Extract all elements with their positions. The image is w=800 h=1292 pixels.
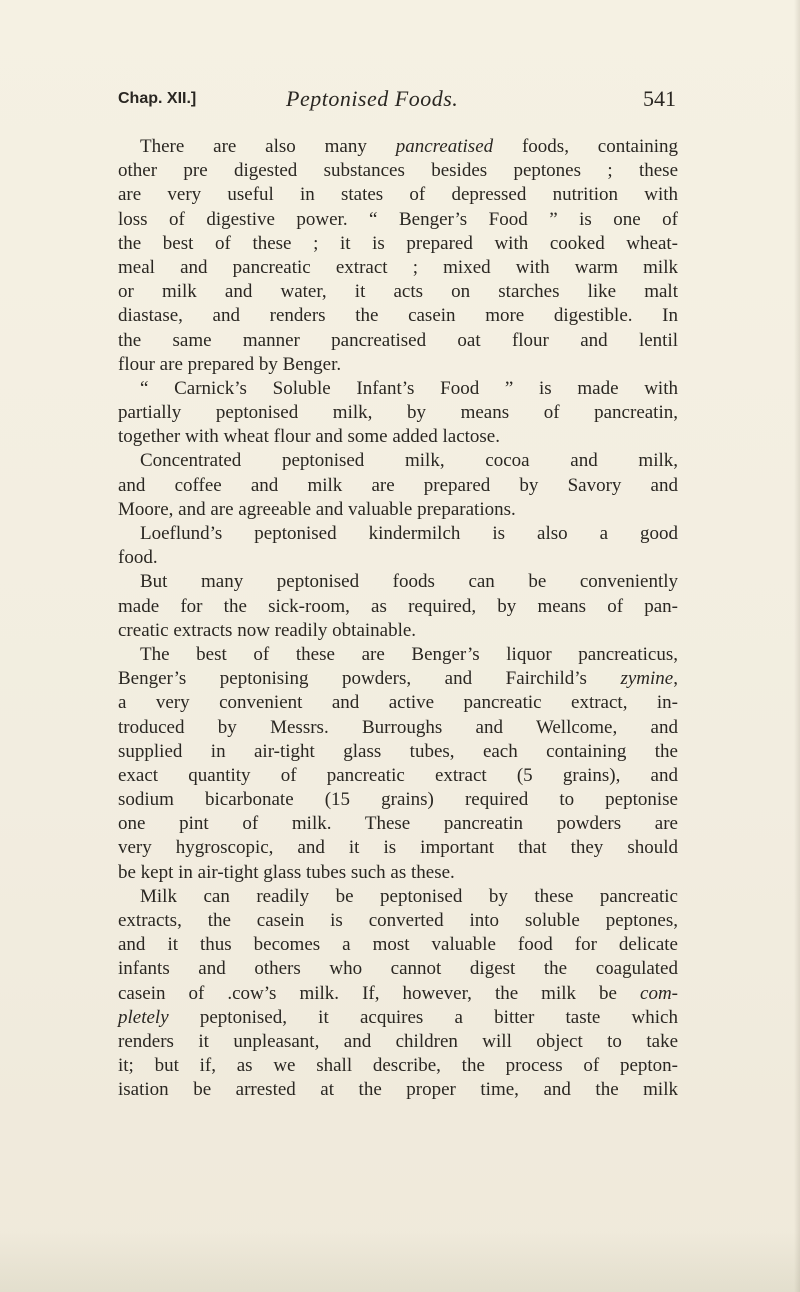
text-segment: together with wheat flour and some added lactose. bbox=[118, 426, 500, 448]
text-segment: diastase, and renders the casein more digestible. In bbox=[118, 305, 678, 327]
text-line bbox=[118, 764, 678, 788]
text-segment: very hygroscopic, and it is important that they should bbox=[118, 837, 678, 859]
body-text bbox=[118, 135, 678, 1103]
text-segment: But many peptonised foods can be conveniently bbox=[140, 571, 678, 593]
text-segment: made for the sick-room, as required, by means of pan- bbox=[118, 595, 678, 617]
text-line bbox=[118, 304, 678, 328]
text-segment: exact quantity of pancreatic extract (5 grains), and bbox=[118, 764, 678, 786]
text-segment: supplied in air-tight glass tubes, each containing the bbox=[118, 740, 678, 762]
page-header bbox=[118, 86, 676, 118]
text-line bbox=[118, 353, 678, 377]
text-segment: extracts, the casein is converted into soluble peptones, bbox=[118, 910, 678, 931]
text-segment: The best of these are Benger’s liquor pancreaticus, bbox=[140, 643, 678, 665]
text-segment: the best of these ; it is prepared with cooked wheat- bbox=[118, 232, 678, 254]
running-title: Peptonised Foods. bbox=[286, 86, 459, 111]
text-segment: , bbox=[673, 668, 678, 690]
chapter-label: Chap. XII.] bbox=[118, 90, 197, 107]
text-line bbox=[118, 474, 678, 498]
text-line bbox=[118, 546, 678, 570]
text-line bbox=[118, 1078, 678, 1102]
text-segment: and it thus becomes a most valuable food for delicate bbox=[118, 934, 678, 956]
text-line bbox=[118, 1006, 678, 1030]
text-line bbox=[118, 643, 678, 667]
text-line bbox=[118, 861, 678, 885]
text-segment: peptonised, it acquires a bitter taste which bbox=[168, 1006, 678, 1028]
text-line bbox=[118, 812, 678, 836]
text-line bbox=[118, 788, 678, 812]
text-line bbox=[118, 208, 678, 232]
text-line bbox=[118, 498, 678, 522]
page-edge-shadow bbox=[794, 0, 800, 1292]
text-segment: Concentrated peptonised milk, cocoa and milk, bbox=[140, 450, 678, 472]
text-line bbox=[118, 183, 678, 207]
text-line bbox=[118, 522, 678, 546]
text-segment: Benger’s peptonising powders, and Fairchild’s bbox=[118, 668, 621, 690]
text-line bbox=[118, 159, 678, 183]
italic-text-segment: com- bbox=[640, 982, 678, 1004]
text-segment: There are also many bbox=[140, 136, 396, 157]
text-segment: other pre digested substances besides peptones ; these bbox=[118, 160, 678, 182]
italic-text-segment: pletely bbox=[118, 1006, 169, 1028]
text-segment: one pint of milk. These pancreatin powders are bbox=[118, 813, 678, 835]
text-line bbox=[118, 449, 678, 473]
text-segment: the same manner pancreatised oat flour and lentil bbox=[118, 329, 678, 351]
text-line bbox=[118, 957, 678, 981]
text-line bbox=[118, 595, 678, 619]
text-segment: or milk and water, it acts on starches like malt bbox=[118, 281, 678, 303]
text-line bbox=[118, 377, 678, 401]
text-segment: and coffee and milk are prepared by Savory and bbox=[118, 474, 678, 496]
text-segment: food. bbox=[118, 547, 158, 569]
text-line bbox=[118, 280, 678, 304]
text-line bbox=[118, 933, 678, 957]
text-segment: sodium bicarbonate (15 grains) required to peptonise bbox=[118, 789, 678, 811]
text-line bbox=[118, 619, 678, 643]
text-line bbox=[118, 982, 678, 1006]
text-line bbox=[118, 425, 678, 449]
page-bottom-tint bbox=[0, 1232, 800, 1292]
text-line bbox=[118, 1030, 678, 1054]
text-segment: Milk can readily be peptonised by these pancreatic bbox=[140, 885, 678, 907]
text-segment: Loeflund’s peptonised kindermilch is also a good bbox=[140, 523, 678, 544]
text-line bbox=[118, 256, 678, 280]
text-segment: infants and others who cannot digest the coagulated bbox=[118, 958, 678, 980]
text-segment: “ Carnick’s Soluble Infant’s Food ” is made with bbox=[140, 377, 678, 399]
italic-text-segment: zymine bbox=[620, 668, 674, 690]
text-line bbox=[118, 885, 678, 909]
text-line bbox=[118, 909, 678, 933]
page-number: 541 bbox=[643, 86, 676, 111]
text-line bbox=[118, 232, 678, 256]
text-segment: are very useful in states of depressed nutrition with bbox=[118, 184, 678, 206]
text-segment: renders it unpleasant, and children will object to take bbox=[118, 1030, 678, 1052]
text-segment: casein of .cow’s milk. If, however, the milk be bbox=[118, 982, 641, 1004]
text-line bbox=[118, 836, 678, 860]
text-segment: be kept in air-tight glass tubes such as these. bbox=[118, 861, 455, 883]
text-line bbox=[118, 667, 678, 691]
text-line bbox=[118, 691, 678, 715]
text-line bbox=[118, 1054, 678, 1078]
text-segment: foods, containing bbox=[493, 136, 678, 157]
text-segment: flour are prepared by Benger. bbox=[118, 353, 342, 375]
text-segment: partially peptonised milk, by means of pancreatin, bbox=[118, 402, 678, 424]
text-line bbox=[118, 329, 678, 353]
text-segment: meal and pancreatic extract ; mixed with warm milk bbox=[118, 256, 678, 278]
italic-text-segment: pancreatised bbox=[395, 136, 494, 157]
text-segment: it; but if, as we shall describe, the process of pepton- bbox=[118, 1055, 678, 1077]
text-line bbox=[118, 740, 678, 764]
text-segment: troduced by Messrs. Burroughs and Wellcome, and bbox=[118, 716, 678, 738]
text-line bbox=[118, 401, 678, 425]
text-segment: isation be arrested at the proper time, and the milk bbox=[118, 1079, 678, 1101]
text-segment: creatic extracts now readily obtainable. bbox=[118, 619, 417, 641]
text-segment: loss of digestive power. “ Benger’s Food ” is one of bbox=[118, 208, 678, 230]
text-segment: Moore, and are agreeable and valuable preparations. bbox=[118, 498, 516, 520]
text-line bbox=[118, 716, 678, 740]
text-segment: a very convenient and active pancreatic extract, in- bbox=[118, 692, 678, 714]
text-line bbox=[118, 135, 678, 159]
text-line bbox=[118, 570, 678, 594]
